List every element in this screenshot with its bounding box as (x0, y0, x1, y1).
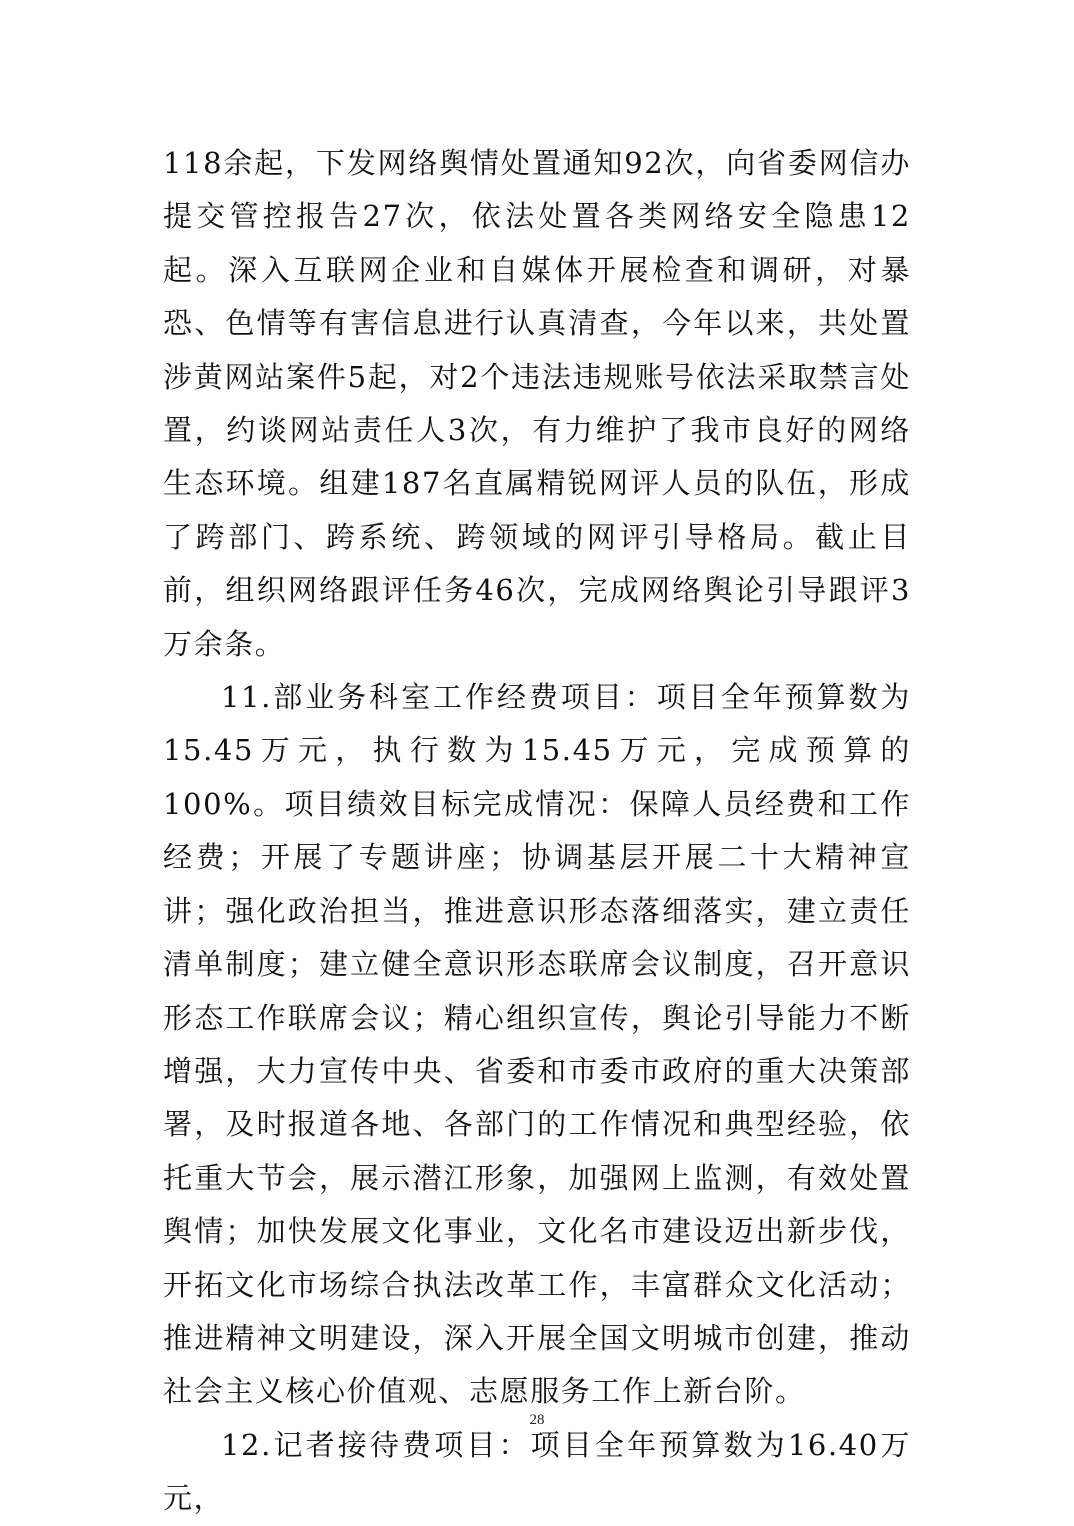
document-body (163, 137, 911, 1526)
paragraph-continuation: 118余起，下发网络舆情处置通知92次，向省委网信办提交管控报告27次，依法处置各类网络安全隐患12起。深入互联网企业和自媒体开展检查和调研，对暴恐、色情等有害信息进行认真清查，今年以来，共处置涉黄网站案件5起，对2个违法违规账号依法采取禁言处置，约谈网站责任人3次，有力维护了我市良好的网络生态环境。组建187名直属精锐网评人员的队伍，形成了跨部门、跨系统、跨领域的网评引导格局。截止目前，组织网络跟评任务46次，完成网络舆论引导跟评3万余条。 (163, 146, 911, 661)
paragraph-item-12: 12.记者接待费项目：项目全年预算数为16.40万元， (163, 1427, 911, 1516)
paragraph-item-11: 11.部业务科室工作经费项目：项目全年预算数为15.45万元，执行数为15.45万元，完成预算的100%。项目绩效目标完成情况：保障人员经费和工作经费；开展了专题讲座；协调基层开展二十大精神宣讲；强化政治担当，推进意识形态落细落实，建立责任清单制度；建立健全意识形态联席会议制度，召开意识形态工作联席会议；精心组织宣传，舆论引导能力不断增强，大力宣传中央、省委和市委市政府的重大决策部署，及时报道各地、各部门的工作情况和典型经验，依托重大节会，展示潜江形象，加强网上监测，有效处置舆情；加快发展文化事业，文化名市建设迈出新步伐，开拓文化市场综合执法改革工作，丰富群众文化活动；推进精神文明建设，深入开展全国文明城市创建，推动社会主义核心价值观、志愿服务工作上新台阶。 (163, 680, 911, 1409)
page-number: 28 (529, 1412, 545, 1428)
